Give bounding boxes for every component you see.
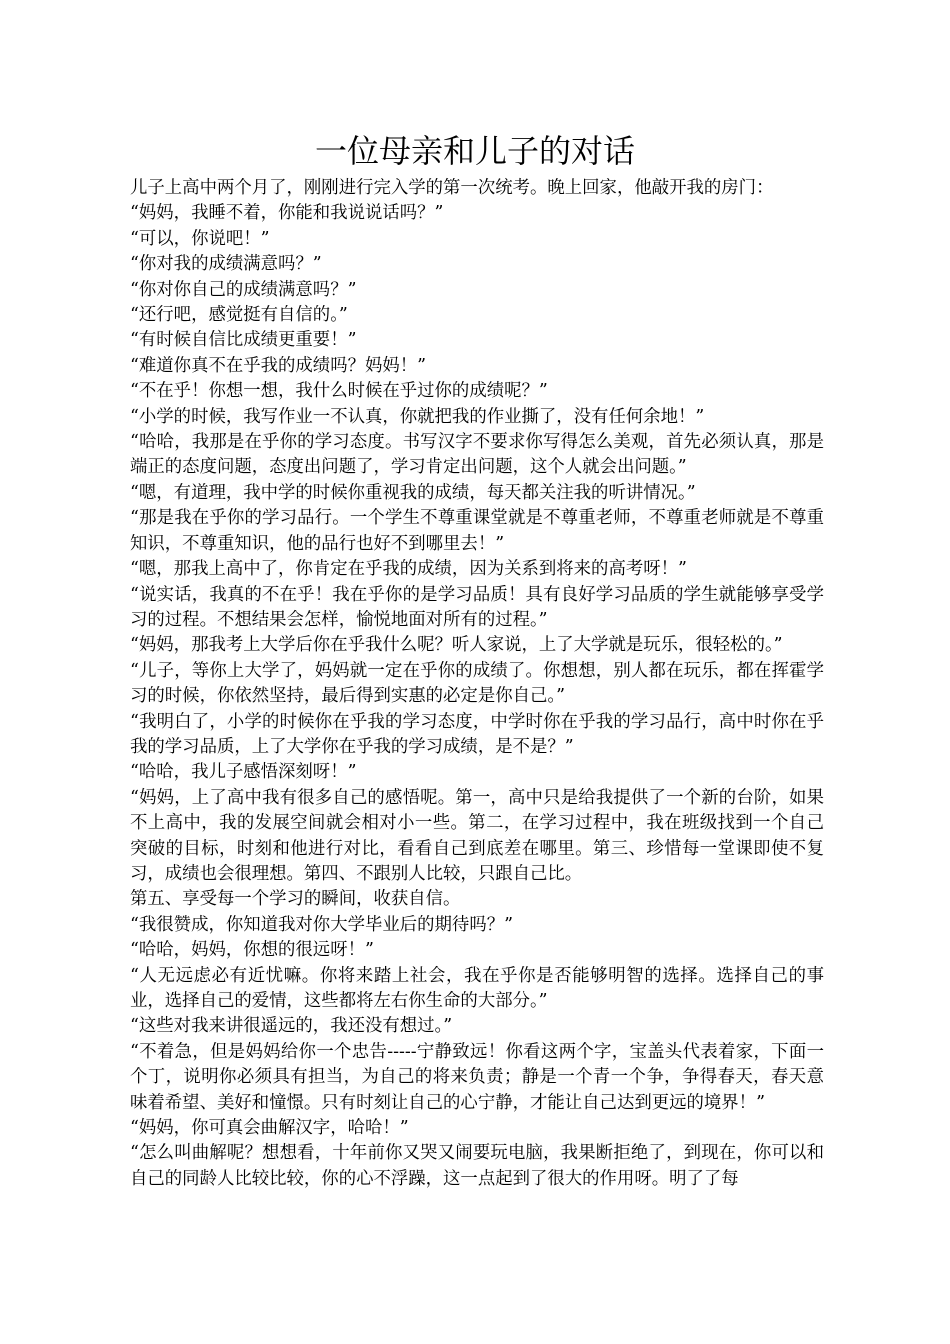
paragraph: “哈哈，我儿子感悟深刻呀！” [130, 762, 357, 783]
paragraph: “嗯，有道理，我中学的时候你重视我的成绩，每天都关注我的听讲情况。” [130, 482, 696, 503]
paragraph: “我明白了，小学的时候你在乎我的学习态度，中学时你在乎我的学习品行，高中时你在乎我的学习品质，上了大学你在乎我的学习成绩，是不是？” [130, 711, 824, 757]
paragraph: “哈哈，妈妈，你想的很远呀！” [130, 940, 374, 961]
paragraph: “说实话，我真的不在乎！我在乎你的是学习品质！具有良好学习品质的学生就能够享受学习的过程。不想结果会怎样，愉悦地面对所有的过程。” [130, 584, 824, 630]
paragraph: 第五、享受每一个学习的瞬间，收获自信。 [130, 889, 461, 910]
paragraph: “妈妈，我睡不着，你能和我说说话吗？” [130, 203, 444, 224]
document-body [130, 176, 824, 1192]
paragraph: “小学的时候，我写作业一不认真，你就把我的作业撕了，没有任何余地！” [130, 406, 705, 427]
paragraph: “可以，你说吧！” [130, 228, 270, 249]
paragraph: “不在乎！你想一想，我什么时候在乎过你的成绩呢？” [130, 381, 548, 402]
paragraph: “妈妈，你可真会曲解汉字，哈哈！” [130, 1118, 409, 1139]
paragraph: “哈哈，我那是在乎你的学习态度。书写汉字不要求你写得怎么美观，首先必须认真，那是端正的态度问题，态度出问题了，学习肯定出问题，这个人就会出问题。” [130, 432, 824, 478]
paragraph: “不着急，但是妈妈给你一个忠告-----宁静致远！你看这两个字，宝盖头代表着家，下面一个丁，说明你必须具有担当，为自己的将来负责；静是一个青一个争，争得春天，春天意味着希望、美好和憧憬。只有时刻让自己的心宁静，才能让自己达到更远的境界！” [130, 1041, 824, 1113]
paragraph: “人无远虑必有近忧嘛。你将来踏上社会，我在乎你是否能够明智的选择。选择自己的事业，选择自己的爱情，这些都将左右你生命的大部分。” [130, 965, 824, 1011]
paragraph: “怎么叫曲解呢？想想看，十年前你又哭又闹要玩电脑，我果断拒绝了，到现在，你可以和自己的同龄人比较比较，你的心不浮躁，这一点起到了很大的作用呀。明了了每 [130, 1143, 824, 1189]
document-title: 一位母亲和儿子的对话 [314, 132, 635, 170]
paragraph: “妈妈，那我考上大学后你在乎我什么呢？听人家说，上了大学就是玩乐，很轻松的。” [130, 635, 783, 656]
paragraph: “难道你真不在乎我的成绩吗？妈妈！” [130, 355, 427, 376]
paragraph: “还行吧，感觉挺有自信的。” [130, 305, 348, 326]
paragraph: 儿子上高中两个月了，刚刚进行完入学的第一次统考。晚上回家，他敲开我的房门： [130, 178, 774, 198]
paragraph: “儿子，等你上大学了，妈妈就一定在乎你的成绩了。你想想，别人都在玩乐，都在挥霍学习的时候，你依然坚持，最后得到实惠的必定是你自己。” [130, 660, 824, 707]
paragraph: “有时候自信比成绩更重要！” [130, 330, 357, 351]
paragraph: “我很赞成，你知道我对你大学毕业后的期待吗？” [130, 914, 513, 935]
paragraph: “妈妈，上了高中我有很多自己的感悟呢。第一，高中只是给我提供了一个新的台阶，如果不上高中，我的发展空间就会相对小一些。第二，在学习过程中，我在班级找到一个自己突破的目标，时刻和他进行对比，看看自己到底差在哪里。第三、珍惜每一堂课即使不复习，成绩也会很理想。第四、不跟别人比较，只跟自己比。 [130, 787, 824, 884]
paragraph: “那是我在乎你的学习品行。一个学生不尊重课堂就是不尊重老师，不尊重老师就是不尊重知识，不尊重知识，他的品行也好不到哪里去！” [130, 508, 824, 554]
paragraph: “这些对我来讲很遥远的，我还没有想过。” [130, 1016, 453, 1037]
paragraph: “你对我的成绩满意吗？” [130, 254, 322, 275]
paragraph: “你对你自己的成绩满意吗？” [130, 279, 357, 300]
paragraph: “嗯，那我上高中了，你肯定在乎我的成绩，因为关系到将来的高考呀！” [130, 559, 687, 580]
